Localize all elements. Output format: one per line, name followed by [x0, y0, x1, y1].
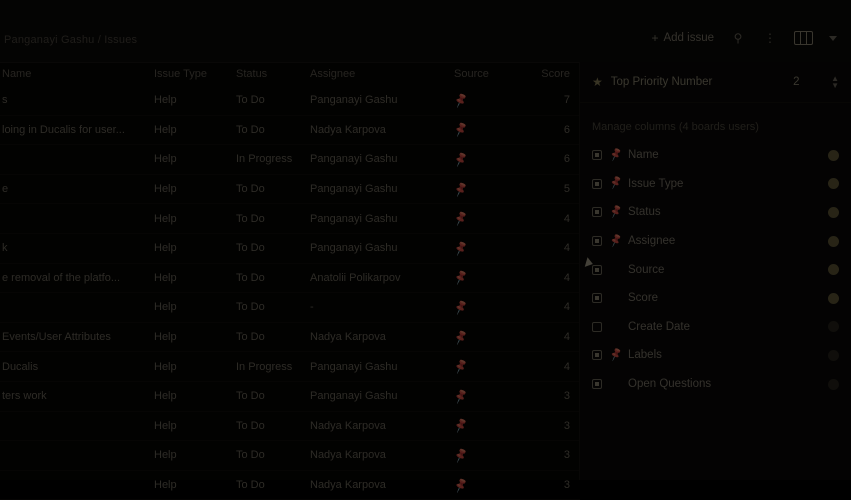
cell-status: To Do [236, 449, 265, 462]
visibility-dot-icon[interactable] [828, 178, 839, 189]
table-row[interactable] [0, 86, 580, 116]
cell-name: Events/User Attributes [2, 331, 111, 344]
visibility-dot-icon[interactable] [828, 264, 839, 275]
cell-status: To Do [236, 242, 265, 255]
issues-table [0, 62, 580, 494]
cell-score: 4 [563, 360, 570, 373]
table-row[interactable] [0, 264, 580, 294]
add-issue-label: Add issue [663, 32, 714, 44]
cell-assignee: Panganayi Gashu [310, 242, 398, 255]
cell-assignee: Panganayi Gashu [310, 94, 398, 107]
table-row[interactable] [0, 204, 580, 234]
checkbox[interactable] [592, 350, 602, 360]
star-icon: ★ [592, 75, 603, 89]
cell-source [448, 211, 524, 228]
column-header-source[interactable]: Source [454, 68, 489, 80]
visibility-dot-icon[interactable] [828, 350, 839, 361]
cell-issue-type: Help [154, 390, 177, 403]
manage-column-label: Open Questions [628, 378, 712, 391]
pin-icon[interactable]: 📌 [608, 347, 624, 363]
manage-column-label: Name [628, 149, 659, 162]
manage-columns-title: Manage columns (4 boards users) [592, 121, 759, 133]
top-priority-label: Top Priority Number [610, 76, 713, 88]
cell-source [448, 301, 524, 314]
cell-assignee: - [310, 301, 314, 314]
cell-status: To Do [236, 390, 265, 403]
cell-score: 4 [563, 301, 570, 314]
pin-icon: 📌 [452, 122, 470, 139]
cell-assignee: Nadya Karpova [310, 479, 386, 492]
cell-assignee: Nadya Karpova [310, 419, 386, 432]
checkbox[interactable] [592, 207, 602, 217]
pin-icon: 📌 [452, 240, 470, 257]
cell-issue-type: Help [154, 94, 177, 107]
cell-issue-type: Help [154, 419, 177, 432]
manage-column-item[interactable] [580, 141, 851, 170]
checkbox[interactable] [592, 236, 602, 246]
filter-icon[interactable]: ⋮ [764, 31, 776, 45]
table-row[interactable] [0, 382, 580, 412]
visibility-dot-icon[interactable] [828, 207, 839, 218]
visibility-dot-icon[interactable] [828, 150, 839, 161]
chevron-down-icon[interactable] [829, 36, 837, 41]
table-row[interactable] [0, 352, 580, 382]
pin-icon[interactable]: 📌 [608, 176, 624, 191]
manage-column-label: Labels [628, 349, 662, 362]
checkbox[interactable] [592, 150, 602, 160]
cell-assignee: Nadya Karpova [310, 123, 386, 136]
cell-status: To Do [236, 123, 265, 136]
cell-source [448, 122, 524, 139]
column-header-score[interactable]: Score [541, 68, 570, 80]
cell-source [448, 153, 524, 166]
cell-assignee: Panganayi Gashu [310, 212, 398, 225]
table-row[interactable] [0, 145, 580, 175]
cell-name: e [2, 183, 9, 196]
cell-issue-type: Help [154, 212, 177, 225]
checkbox[interactable] [592, 322, 602, 332]
top-priority-row [580, 62, 851, 103]
cell-score: 4 [563, 331, 570, 344]
pin-icon: 📌 [452, 181, 470, 198]
visibility-dot-icon[interactable] [828, 379, 839, 390]
cell-issue-type: Help [154, 123, 177, 136]
manage-column-item[interactable] [580, 170, 851, 199]
cell-assignee: Anatolii Polikarpov [310, 271, 401, 284]
manage-column-label: Source [628, 263, 665, 276]
cell-assignee: Nadya Karpova [310, 331, 386, 344]
cell-status: To Do [236, 479, 265, 492]
cell-status: To Do [236, 419, 265, 432]
table-row[interactable] [0, 323, 580, 353]
stepper-up-down-icon[interactable]: ▲ ▼ [831, 74, 839, 90]
plus-icon: + [651, 31, 659, 45]
pin-icon: 📌 [452, 211, 470, 228]
cell-score: 6 [563, 123, 570, 136]
cell-source [448, 359, 524, 376]
checkbox[interactable] [592, 293, 602, 303]
cell-name: loing in Ducalis for user... [2, 123, 125, 136]
cell-status: In Progress [236, 153, 293, 166]
cell-source [448, 242, 524, 255]
table-row[interactable] [0, 441, 580, 471]
pin-icon[interactable]: 📌 [608, 147, 624, 163]
pin-icon: 📌 [452, 359, 470, 376]
cell-issue-type: Help [154, 183, 177, 196]
table-row[interactable] [0, 116, 580, 146]
manage-column-label: Status [628, 206, 661, 219]
pin-icon: 📌 [452, 388, 470, 405]
cell-source [448, 418, 524, 435]
cell-issue-type: Help [154, 331, 177, 344]
visibility-dot-icon[interactable] [828, 321, 839, 332]
cell-name: k [2, 242, 8, 255]
pin-icon[interactable]: 📌 [608, 233, 624, 248]
add-issue-button[interactable] [651, 32, 714, 44]
visibility-dot-icon[interactable] [828, 293, 839, 304]
cell-issue-type: Help [154, 479, 177, 492]
cell-score: 3 [563, 390, 570, 403]
cell-score: 7 [563, 94, 570, 107]
pin-icon: 📌 [452, 92, 470, 109]
visibility-dot-icon[interactable] [828, 236, 839, 247]
cell-name: e removal of the platfo... [2, 271, 121, 284]
pin-icon: 📌 [452, 329, 470, 346]
table-row[interactable] [0, 471, 580, 500]
manage-column-label: Score [628, 292, 659, 305]
checkbox[interactable] [592, 379, 602, 389]
checkbox[interactable] [592, 179, 602, 189]
pin-icon: 📌 [452, 151, 470, 168]
cell-score: 5 [563, 183, 570, 196]
cell-issue-type: Help [154, 271, 177, 284]
pin-icon: 📌 [452, 447, 470, 464]
pin-icon[interactable]: 📌 [608, 204, 624, 220]
cell-source [448, 183, 524, 196]
pin-icon: 📌 [452, 418, 470, 435]
cell-assignee: Nadya Karpova [310, 449, 386, 462]
cell-status: To Do [236, 94, 265, 107]
cell-score: 3 [563, 449, 570, 462]
cell-issue-type: Help [154, 242, 177, 255]
cell-score: 6 [563, 153, 570, 166]
breadcrumb[interactable]: Panganayi Gashu / Issues [4, 34, 138, 46]
search-icon[interactable]: ⚲ [733, 31, 743, 45]
column-header-type[interactable]: Issue Type [154, 68, 207, 80]
manage-column-label: Assignee [628, 235, 676, 248]
cell-status: To Do [236, 271, 265, 284]
column-header-status[interactable]: Status [236, 68, 268, 80]
manage-column-item[interactable] [580, 255, 851, 284]
cell-status: To Do [236, 301, 265, 314]
table-row[interactable] [0, 412, 580, 442]
manage-column-item[interactable] [580, 341, 851, 370]
cell-issue-type: Help [154, 153, 177, 166]
table-row[interactable] [0, 234, 580, 264]
cell-score: 4 [563, 271, 570, 284]
cell-status: To Do [236, 183, 265, 196]
cell-issue-type: Help [154, 301, 177, 314]
cell-issue-type: Help [154, 360, 177, 373]
cell-name: s [2, 94, 8, 107]
cell-score: 3 [563, 479, 570, 492]
cell-name: Ducalis [2, 360, 39, 373]
cell-assignee: Panganayi Gashu [310, 153, 398, 166]
cell-assignee: Panganayi Gashu [310, 360, 398, 373]
manage-columns-panel [579, 62, 851, 480]
table-row[interactable] [0, 175, 580, 205]
top-priority-value[interactable]: 2 [793, 76, 800, 88]
table-header-row [0, 62, 580, 86]
manage-column-item[interactable] [580, 284, 851, 313]
manage-column-item[interactable] [580, 198, 851, 227]
cell-name: ters work [2, 390, 47, 403]
cell-assignee: Panganayi Gashu [310, 390, 398, 403]
cell-source [448, 479, 524, 492]
cell-status: In Progress [236, 360, 293, 373]
pin-icon: 📌 [452, 299, 470, 316]
column-header-assignee[interactable]: Assignee [310, 68, 356, 80]
manage-column-item[interactable] [580, 227, 851, 256]
manage-column-label: Issue Type [628, 177, 684, 190]
cell-source [448, 449, 524, 462]
manage-column-item[interactable] [580, 370, 851, 399]
cell-source [448, 390, 524, 403]
cell-status: To Do [236, 331, 265, 344]
cell-assignee: Panganayi Gashu [310, 183, 398, 196]
pin-icon: 📌 [452, 270, 470, 287]
cell-score: 4 [563, 212, 570, 225]
table-row[interactable] [0, 293, 580, 323]
cell-source [448, 94, 524, 107]
cell-issue-type: Help [154, 449, 177, 462]
top-bar-actions [651, 30, 837, 46]
columns-grid-icon[interactable] [794, 31, 813, 45]
cell-score: 3 [563, 419, 570, 432]
manage-column-label: Create Date [628, 320, 691, 333]
cell-score: 4 [563, 242, 570, 255]
column-header-name[interactable]: Name [2, 68, 32, 80]
cell-source [448, 331, 524, 344]
cell-source [448, 270, 524, 287]
manage-column-item[interactable] [580, 313, 851, 342]
pin-icon: 📌 [452, 477, 470, 494]
top-bar [0, 0, 851, 63]
checkbox[interactable] [592, 265, 602, 275]
cell-status: To Do [236, 212, 265, 225]
